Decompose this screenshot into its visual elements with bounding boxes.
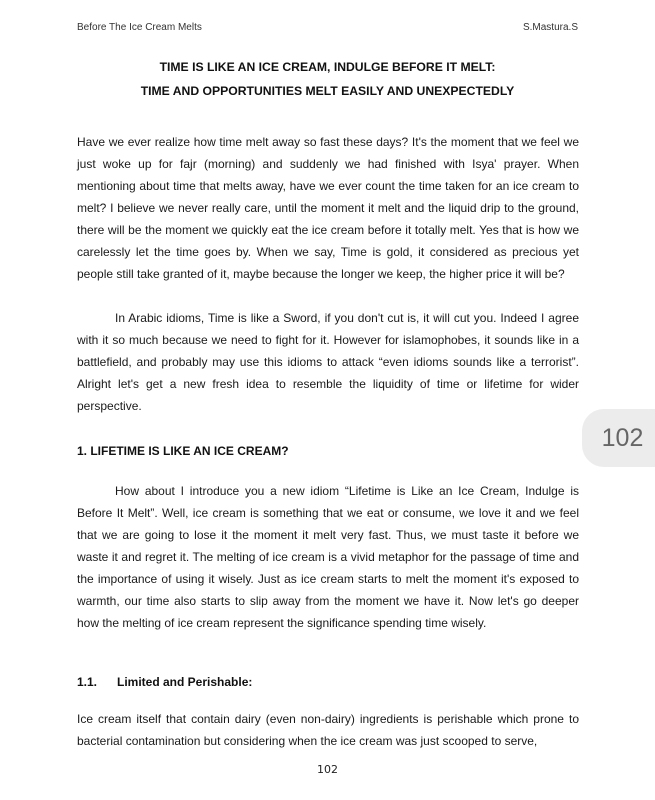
running-header-author: S.Mastura.S (522, 22, 578, 33)
subsection-title: Limited and Perishable: (117, 675, 253, 689)
intro-paragraph-2: In Arabic idioms, Time is like a Sword, if you don't cut is, it will cut you. Indeed I agree with it so much because we need to fight for it. However for islamophobes, it sounds like in a battlefield, and probably may use this idioms to attack “even idioms sounds like a terrorist”. Alright let's get a new fresh idea to resemble the liquidity of time or lifetime for wider perspective. (77, 311, 579, 413)
page-number-tab: 102 (582, 409, 655, 467)
subsection-heading (77, 675, 252, 689)
section-body-paragraph: How about I introduce you a new idiom “Lifetime is Like an Ice Cream, Indulge is Before It Melt”. Well, ice cream is something that we eat or consume, we love it and we feel that we are going to lose it the moment it melt very fast. Thus, we must taste it before we waste it and regret it. The melting of ice cream is a vivid metaphor for the passage of time and the importance of using it wisely. Just as ice cream starts to melt the moment it's exposed to warmth, our time also starts to slip away from the moment we have it. Now let's go deeper how the melting of ice cream represent the significance spending time wisely. (77, 484, 579, 630)
chapter-title-line-2: TIME AND OPPORTUNITIES MELT EASILY AND UNEXPECTEDLY (140, 84, 515, 98)
footer-page-number: 102 (317, 763, 338, 776)
section-heading: 1. LIFETIME IS LIKE AN ICE CREAM? (77, 444, 289, 458)
chapter-title-line-1: TIME IS LIKE AN ICE CREAM, INDULGE BEFORE IT MELT: (159, 60, 496, 74)
subsection-number: 1.1. (77, 675, 98, 689)
running-header-title: Before The Ice Cream Melts (77, 22, 202, 33)
subsection-body-paragraph: Ice cream itself that contain dairy (even non-dairy) ingredients is perishable which prone to bacterial contamination but considering when the ice cream was just scooped to serve, (77, 712, 579, 748)
intro-paragraph-1: Have we ever realize how time melt away so fast these days? It's the moment that we feel we just woke up for fajr (morning) and suddenly we had finished with Isya' prayer. When mentioning about time that melts away, have we ever count the time taken for an ice cream to melt? I believe we never really care, until the moment it melt and the liquid drip to the ground, there will be the moment we quickly eat the ice cream before it totally melt. Yes that is how we carelessly let the time goes by. When we say, Time is gold, it considered as precious yet people still take granted of it, maybe because the longer we keep, the higher price it will be? (77, 135, 579, 281)
